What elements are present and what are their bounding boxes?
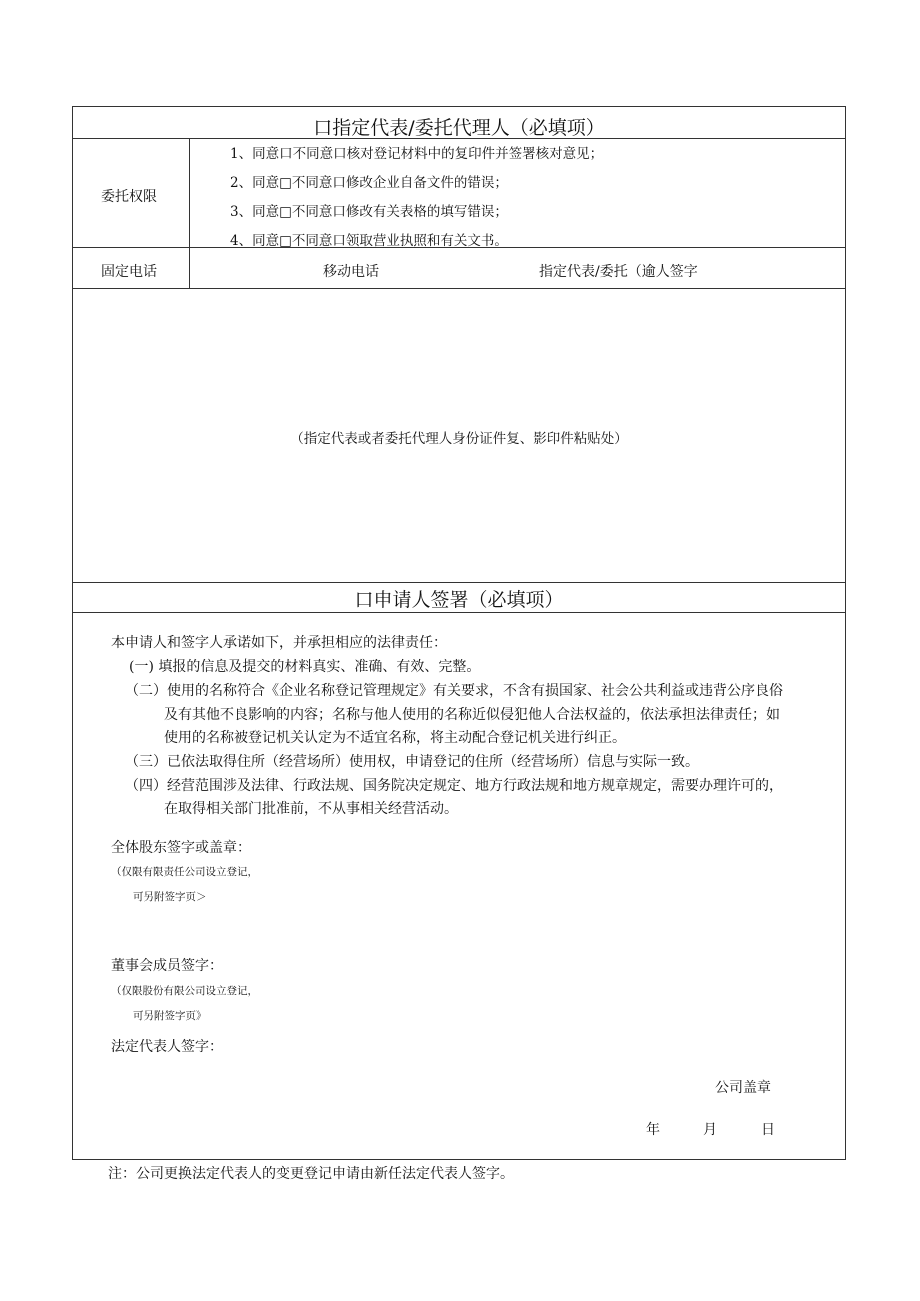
divider bbox=[73, 582, 845, 583]
board-note: （仅限股份有限公司设立登记， bbox=[111, 985, 258, 997]
footnote: 注：公司更换法定代表人的变更登记申请由新任法定代表人签字。 bbox=[108, 1166, 514, 1182]
divider bbox=[73, 247, 845, 248]
authority-item: 4、同意□不同意口领取营业执照和有关文书。 bbox=[230, 233, 508, 249]
id-copy-paste-area: （指定代表或者委托代理人身份证件复、影印件粘贴处） bbox=[290, 431, 628, 447]
mobile-phone-label: 移动电话 bbox=[323, 264, 379, 280]
board-note: 可另附签字页》 bbox=[133, 1010, 207, 1022]
column-divider bbox=[189, 138, 190, 288]
legal-representative-signature-label: 法定代表人签字： bbox=[111, 1039, 223, 1055]
company-seal-label: 公司盖章 bbox=[715, 1080, 771, 1096]
authority-item: 1、同意口不同意口核对登记材料中的复印件并签署核对意见； bbox=[230, 146, 604, 162]
commitment-intro: 本申请人和签字人承诺如下，并承担相应的法律责任： bbox=[111, 635, 447, 651]
authority-label: 委托权限 bbox=[101, 189, 157, 205]
commitment-item: (一) 填报的信息及提交的材料真实、准确、有效、完整。 bbox=[129, 659, 481, 675]
commitment-item: 及有其他不良影响的内容；名称与他人使用的名称近似侵犯他人合法权益的，依法承担法律责任；如 bbox=[164, 707, 780, 723]
board-signature-label: 董事会成员签字： bbox=[111, 958, 223, 974]
date-year-label: 年 bbox=[646, 1122, 660, 1138]
commitment-item: （三）已依法取得住所（经营场所）使用权，申请登记的住所（经营场所）信息与实际一致。 bbox=[125, 754, 699, 770]
fixed-phone-label: 固定电话 bbox=[101, 264, 157, 280]
section-title-applicant: 口申请人签署（必填项） bbox=[354, 589, 564, 611]
authority-item: 3、同意□不同意口修改有关表格的填写错误； bbox=[230, 204, 508, 220]
commitment-item: 在取得相关部门批准前，不从事相关经营活动。 bbox=[164, 801, 458, 817]
agent-signature-label: 指定代表/委托（逾人签字 bbox=[539, 264, 698, 280]
shareholders-note: 可另附签字页＞ bbox=[133, 891, 207, 903]
divider bbox=[73, 612, 845, 613]
shareholders-signature-label: 全体股东签字或盖章： bbox=[111, 840, 251, 856]
authority-item: 2、同意□不同意口修改企业自备文件的错误； bbox=[230, 175, 508, 191]
registration-form bbox=[72, 106, 846, 1160]
shareholders-note: （仅限有限责任公司设立登记， bbox=[111, 866, 258, 878]
date-day-label: 日 bbox=[761, 1122, 775, 1138]
commitment-item: （四）经营范围涉及法律、行政法规、国务院决定规定、地方行政法规和地方规章规定，需要办理许可的， bbox=[125, 778, 783, 794]
commitment-item: 使用的名称被登记机关认定为不适宜名称，将主动配合登记机关进行纠正。 bbox=[164, 730, 626, 746]
commitment-item: （二）使用的名称符合《企业名称登记管理规定》有关要求，不含有损国家、社会公共利益或违背公序良俗 bbox=[125, 683, 783, 699]
date-month-label: 月 bbox=[703, 1122, 717, 1138]
divider bbox=[73, 288, 845, 289]
section-title-agent: 口指定代表/委托代理人（必填项） bbox=[313, 117, 605, 139]
